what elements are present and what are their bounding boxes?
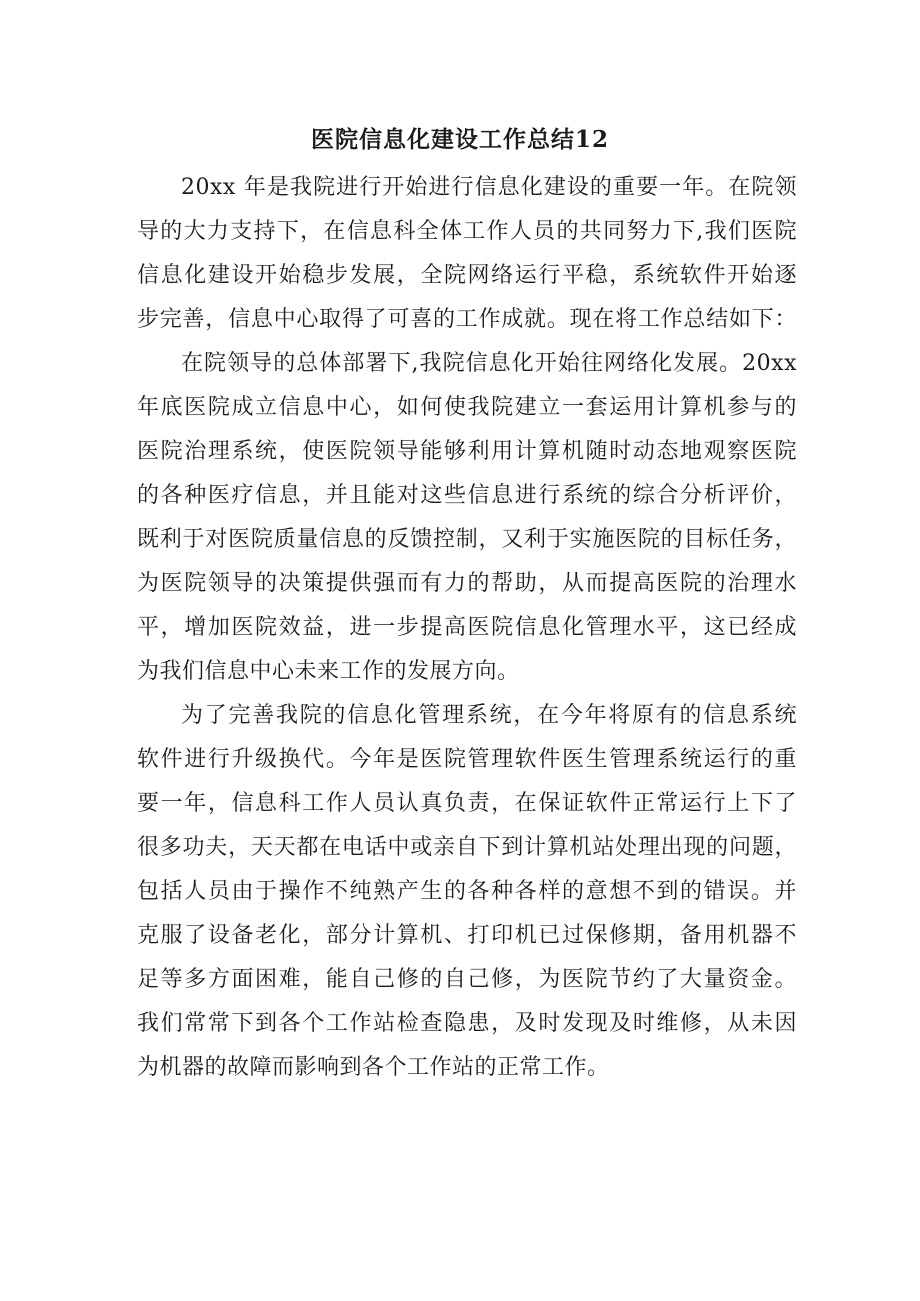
paragraph-line: 导的大力支持下，在信息科全体工作人员的共同努力下,我们医院 [137,219,797,244]
paragraph-line: 足等多方面困难，能自己修的自己修，为医院节约了大量资金。 [137,967,797,992]
paragraph-line: 年底医院成立信息中心，如何使我院建立一套运用计算机参与的 [137,395,797,420]
paragraph-line: 包括人员由于操作不纯熟产生的各种各样的意想不到的错误。并 [137,879,797,904]
paragraph-line: 20xx 年是我院进行开始进行信息化建设的重要一年。在院领 [181,175,797,200]
paragraph-line: 在院领导的总体部署下,我院信息化开始往网络化发展。20xx [181,351,797,376]
paragraph-line: 为了完善我院的信息化管理系统，在今年将原有的信息系统 [181,703,797,728]
paragraph-line: 软件进行升级换代。今年是医院管理软件医生管理系统运行的重 [137,747,797,772]
paragraph-line: 很多功夫，天天都在电话中或亲自下到计算机站处理出现的问题， [137,835,797,860]
paragraph-line: 的各种医疗信息，并且能对这些信息进行系统的综合分析评价， [137,483,797,508]
paragraph-line: 为医院领导的决策提供强而有力的帮助，从而提高医院的治理水 [137,571,797,596]
paragraph-line: 为我们信息中心未来工作的发展方向。 [137,659,520,684]
paragraph-line: 步完善，信息中心取得了可喜的工作成就。现在将工作总结如下： [137,307,797,332]
paragraph-line: 医院治理系统，使医院领导能够利用计算机随时动态地观察医院 [137,439,797,464]
document-body [137,166,797,1090]
paragraph-3 [137,694,797,1090]
paragraph-line: 克服了设备老化，部分计算机、打印机已过保修期，备用机器不 [137,923,797,948]
paragraph-line: 为机器的故障而影响到各个工作站的正常工作。 [137,1055,610,1080]
paragraph-2 [137,342,797,694]
paragraph-1 [137,166,797,342]
paragraph-line: 信息化建设开始稳步发展，全院网络运行平稳，系统软件开始逐 [137,263,797,288]
paragraph-line: 平，增加医院效益，进一步提高医院信息化管理水平，这已经成 [137,615,797,640]
document-title: 医院信息化建设工作总结12 [310,126,609,153]
paragraph-line: 要一年，信息科工作人员认真负责，在保证软件正常运行上下了 [137,791,797,816]
paragraph-line: 我们常常下到各个工作站检查隐患，及时发现及时维修，从未因 [137,1011,797,1036]
paragraph-line: 既利于对医院质量信息的反馈控制，又利于实施医院的目标任务， [137,527,797,552]
